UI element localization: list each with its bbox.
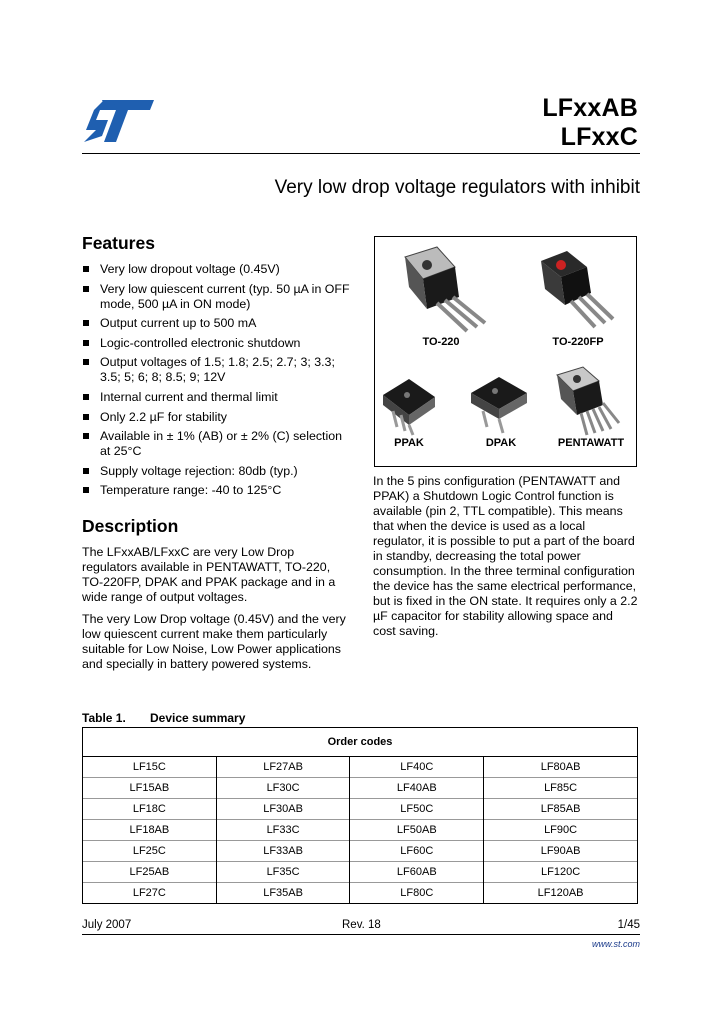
part-number-c: LFxxC xyxy=(560,123,638,151)
table-row xyxy=(83,778,638,799)
table-cell: LF60AB xyxy=(350,862,484,883)
package-label-ppak: PPAK xyxy=(394,437,424,449)
package-label-pentawatt: PENTAWATT xyxy=(557,437,625,449)
part-number-ab: LFxxAB xyxy=(542,94,638,122)
table-cell: LF90C xyxy=(484,820,638,841)
table-cell: LF33AB xyxy=(216,841,350,862)
feature-item: Logic-controlled electronic shutdown xyxy=(82,336,352,351)
table-row xyxy=(83,841,638,862)
package-label-to220fp: TO-220FP xyxy=(552,336,604,348)
document-subtitle: Very low drop voltage regulators with inhibit xyxy=(274,177,640,198)
footer-date: July 2007 xyxy=(82,919,132,931)
table-cell: LF85C xyxy=(484,778,638,799)
description-right-paragraph: In the 5 pins configuration (PENTAWATT and PPAK) a Shutdown Logic Control function is available (pin 2, TTL compatible). This means that when the device is used as a local regulator, it is possible to put a part of the board in standby, decreasing the total power consumption. In the three terminal configuration the device has the same electrical performance, but is fixed in the ON state. It requires only a 2.2 µF capacitor for stability allowing space and cost saving. xyxy=(373,474,638,638)
table-cell: LF80AB xyxy=(484,757,638,778)
table-cell: LF35AB xyxy=(216,883,350,904)
device-summary-table xyxy=(82,727,638,904)
website-link[interactable]: www.st.com xyxy=(591,939,640,949)
table-cell: LF27AB xyxy=(216,757,350,778)
feature-item: Only 2.2 µF for stability xyxy=(82,410,352,425)
table-cell: LF27C xyxy=(83,883,217,904)
feature-item: Very low dropout voltage (0.45V) xyxy=(82,262,352,277)
description-heading: Description xyxy=(82,516,179,536)
package-label-to220: TO-220 xyxy=(422,336,460,348)
header-divider xyxy=(82,153,640,154)
table-row xyxy=(83,757,638,778)
description-paragraph-2: The very Low Drop voltage (0.45V) and the very low quiescent current make them particularly suitable for Low Noise, Low Power applications and specially in battery powered systems. xyxy=(82,612,346,671)
ppak-package-image xyxy=(379,375,445,437)
features-heading: Features xyxy=(82,233,155,253)
table-cell: LF25C xyxy=(83,841,217,862)
footer-revision: Rev. 18 xyxy=(342,919,381,931)
table-cell: LF15AB xyxy=(83,778,217,799)
table-cell: LF30C xyxy=(216,778,350,799)
table-row xyxy=(83,862,638,883)
feature-item: Available in ± 1% (AB) or ± 2% (C) selection at 25°C xyxy=(82,429,352,459)
feature-item: Supply voltage rejection: 80db (typ.) xyxy=(82,464,352,479)
footer-page-number: 1/45 xyxy=(617,919,640,931)
table-cell: LF50AB xyxy=(350,820,484,841)
table-cell: LF120AB xyxy=(484,883,638,904)
table-cell: LF15C xyxy=(83,757,217,778)
table-cell: LF40C xyxy=(350,757,484,778)
table-header: Order codes xyxy=(83,728,638,757)
table-caption xyxy=(82,711,245,725)
table-cell: LF90AB xyxy=(484,841,638,862)
footer-divider xyxy=(82,934,640,935)
feature-item: Temperature range: -40 to 125°C xyxy=(82,483,352,498)
table-cell: LF80C xyxy=(350,883,484,904)
table-cell: LF50C xyxy=(350,799,484,820)
st-logo xyxy=(82,98,156,144)
table-cell: LF40AB xyxy=(350,778,484,799)
feature-item: Very low quiescent current (typ. 50 µA in OFF mode, 500 µA in ON mode) xyxy=(82,282,352,312)
to220-package-image xyxy=(397,245,489,337)
description-paragraph-1: The LFxxAB/LFxxC are very Low Drop regulators available in PENTAWATT, TO-220, TO-220FP, DPAK and PPAK package and in a wide range of output voltages. xyxy=(82,545,336,604)
to220fp-package-image xyxy=(535,247,619,331)
table-row xyxy=(83,799,638,820)
package-label-dpak: DPAK xyxy=(485,437,517,449)
table-row xyxy=(83,883,638,904)
pentawatt-package-image xyxy=(553,365,623,439)
table-caption-number: Table 1. xyxy=(82,711,126,725)
table-cell: LF60C xyxy=(350,841,484,862)
package-images-box xyxy=(374,236,637,467)
feature-item: Output current up to 500 mA xyxy=(82,316,352,331)
table-cell: LF18C xyxy=(83,799,217,820)
feature-item: Internal current and thermal limit xyxy=(82,390,352,405)
table-cell: LF120C xyxy=(484,862,638,883)
table-row xyxy=(83,820,638,841)
table-cell: LF33C xyxy=(216,820,350,841)
dpak-package-image xyxy=(465,371,539,435)
table-cell: LF30AB xyxy=(216,799,350,820)
feature-item: Output voltages of 1.5; 1.8; 2.5; 2.7; 3; 3.3; 3.5; 5; 6; 8; 8.5; 9; 12V xyxy=(82,355,352,385)
table-cell: LF35C xyxy=(216,862,350,883)
table-cell: LF25AB xyxy=(83,862,217,883)
features-list xyxy=(82,262,352,503)
table-cell: LF85AB xyxy=(484,799,638,820)
table-cell: LF18AB xyxy=(83,820,217,841)
table-caption-title: Device summary xyxy=(150,711,246,725)
